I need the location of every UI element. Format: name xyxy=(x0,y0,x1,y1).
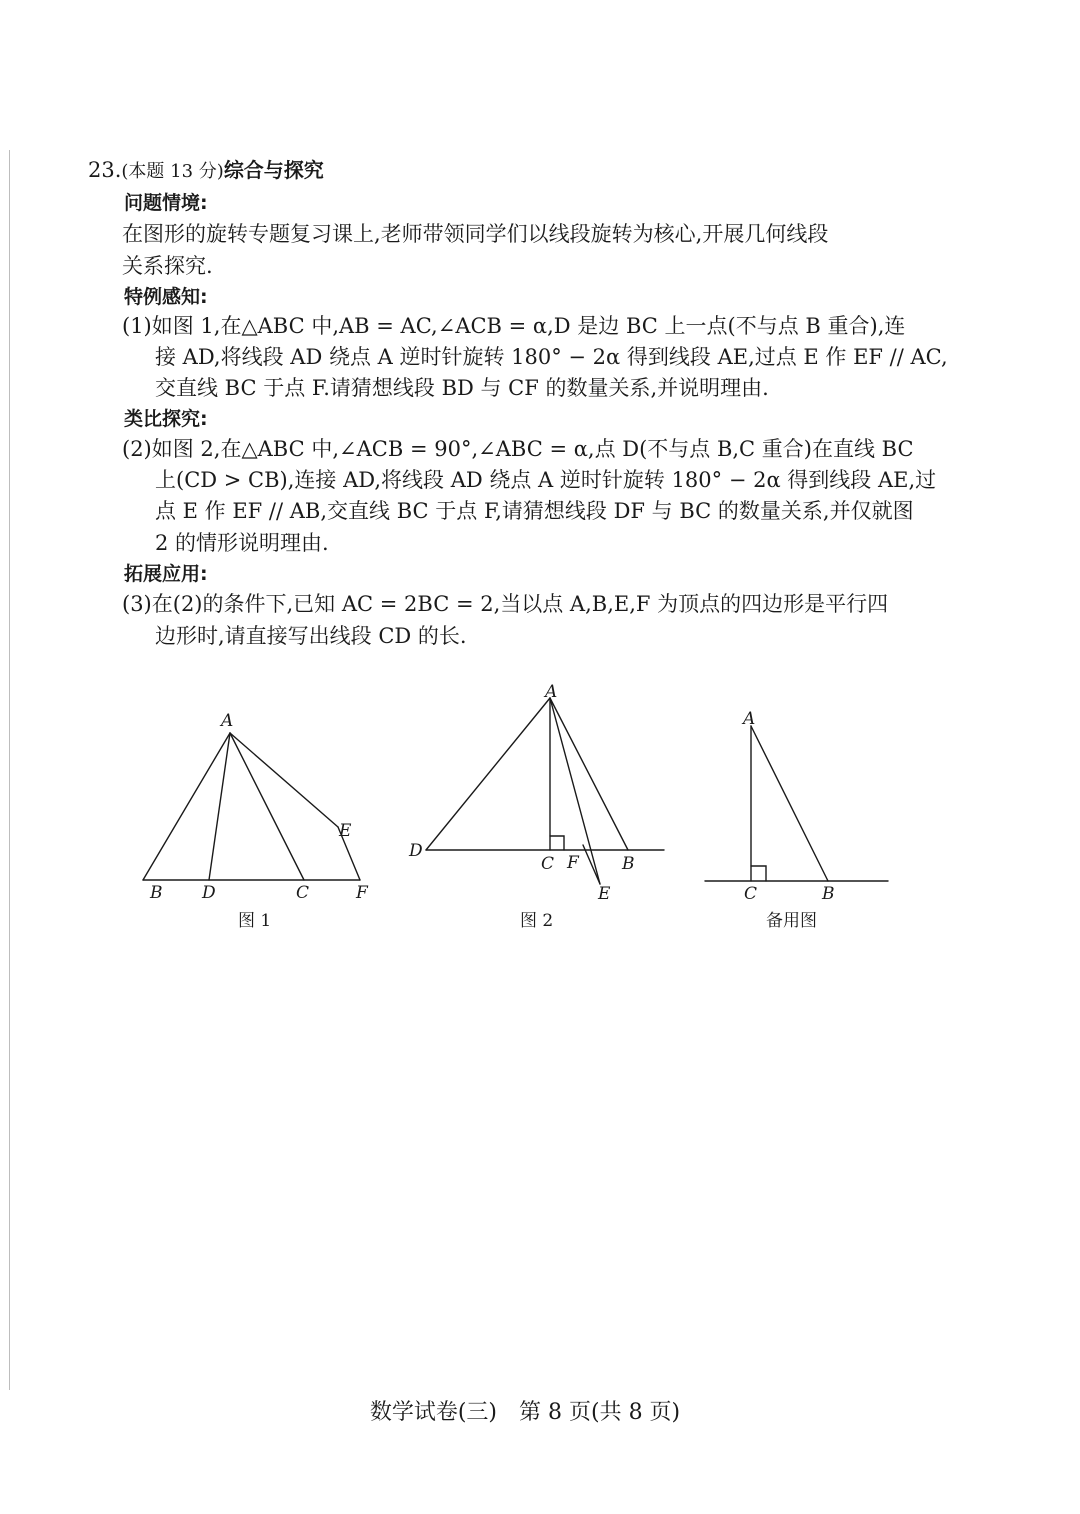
fig3-segment-AB xyxy=(751,726,828,881)
special-case-heading: 特例感知: xyxy=(124,286,208,308)
fig2-caption: 图 2 xyxy=(520,911,554,931)
question-score: (本题 13 分) xyxy=(121,161,224,182)
fig3-caption: 备用图 xyxy=(766,911,817,931)
fig1-label-F: F xyxy=(356,883,368,903)
part1-line: (1)如图 1,在△ABC 中,AB = AC,∠ACB = α,D 是边 BC 上一点(不与点 B 重合),连 xyxy=(122,314,906,338)
fig1-label-E: E xyxy=(339,821,352,841)
fig1-label-C: C xyxy=(296,883,310,903)
fig3-right-angle-mark xyxy=(751,866,766,881)
context-line: 关系探究. xyxy=(122,254,213,278)
fig1-label-A: A xyxy=(221,711,234,731)
fig2-segment-AD xyxy=(426,698,550,850)
figure-backup-drawing xyxy=(0,0,1,1)
part2-line: 点 E 作 EF // AB,交直线 BC 于点 F,请猜想线段 DF 与 BC 的数量关系,并仅就图 xyxy=(155,499,914,523)
part3-line: 边形时,请直接写出线段 CD 的长. xyxy=(155,624,467,648)
context-line: 在图形的旋转专题复习课上,老师带领同学们以线段旋转为核心,开展几何线段 xyxy=(122,222,829,246)
context-heading: 问题情境: xyxy=(124,192,208,214)
analogy-heading: 类比探究: xyxy=(124,408,208,430)
page-margin-rule xyxy=(9,150,10,1390)
extension-heading: 拓展应用: xyxy=(124,563,208,585)
part1-line: 交直线 BC 于点 F.请猜想线段 BD 与 CF 的数量关系,并说明理由. xyxy=(155,376,769,400)
fig1-segment-AB xyxy=(143,733,230,880)
fig2-label-C: C xyxy=(541,854,555,874)
fig2-label-B: B xyxy=(622,854,635,874)
fig2-label-D: D xyxy=(409,841,423,861)
fig1-label-B: B xyxy=(150,883,163,903)
fig2-label-A: A xyxy=(545,682,558,702)
fig1-segment-AD xyxy=(209,733,230,880)
part1-line: 接 AD,将线段 AD 绕点 A 逆时针旋转 180° − 2α 得到线段 AE,过点 E 作 EF // AC, xyxy=(155,345,948,369)
fig1-segment-AE xyxy=(230,733,338,827)
question-title xyxy=(88,156,324,186)
part2-line: (2)如图 2,在△ABC 中,∠ACB = 90°,∠ABC = α,点 D(不与点 B,C 重合)在直线 BC xyxy=(122,437,914,461)
fig3-label-B: B xyxy=(822,884,835,904)
part2-line: 2 的情形说明理由. xyxy=(155,531,329,555)
fig2-label-E: E xyxy=(598,884,611,904)
question-number: 23. xyxy=(88,158,122,182)
page-footer: 数学试卷(三) 第 8 页(共 8 页) xyxy=(369,1400,681,1425)
fig3-label-C: C xyxy=(744,884,758,904)
fig1-label-D: D xyxy=(202,883,216,903)
fig1-segment-AC xyxy=(230,733,304,880)
fig2-segment-AB xyxy=(550,698,628,850)
part3-line: (3)在(2)的条件下,已知 AC = 2BC = 2,当以点 A,B,E,F 为顶点的四边形是平行四 xyxy=(122,592,889,616)
question-topic: 综合与探究 xyxy=(223,158,324,182)
fig3-label-A: A xyxy=(743,709,756,729)
part2-line: 上(CD > CB),连接 AD,将线段 AD 绕点 A 逆时针旋转 180° − 2α 得到线段 AE,过 xyxy=(155,468,937,492)
fig2-label-F: F xyxy=(567,853,579,873)
fig1-caption: 图 1 xyxy=(238,911,272,931)
fig2-right-angle-mark xyxy=(550,836,564,850)
